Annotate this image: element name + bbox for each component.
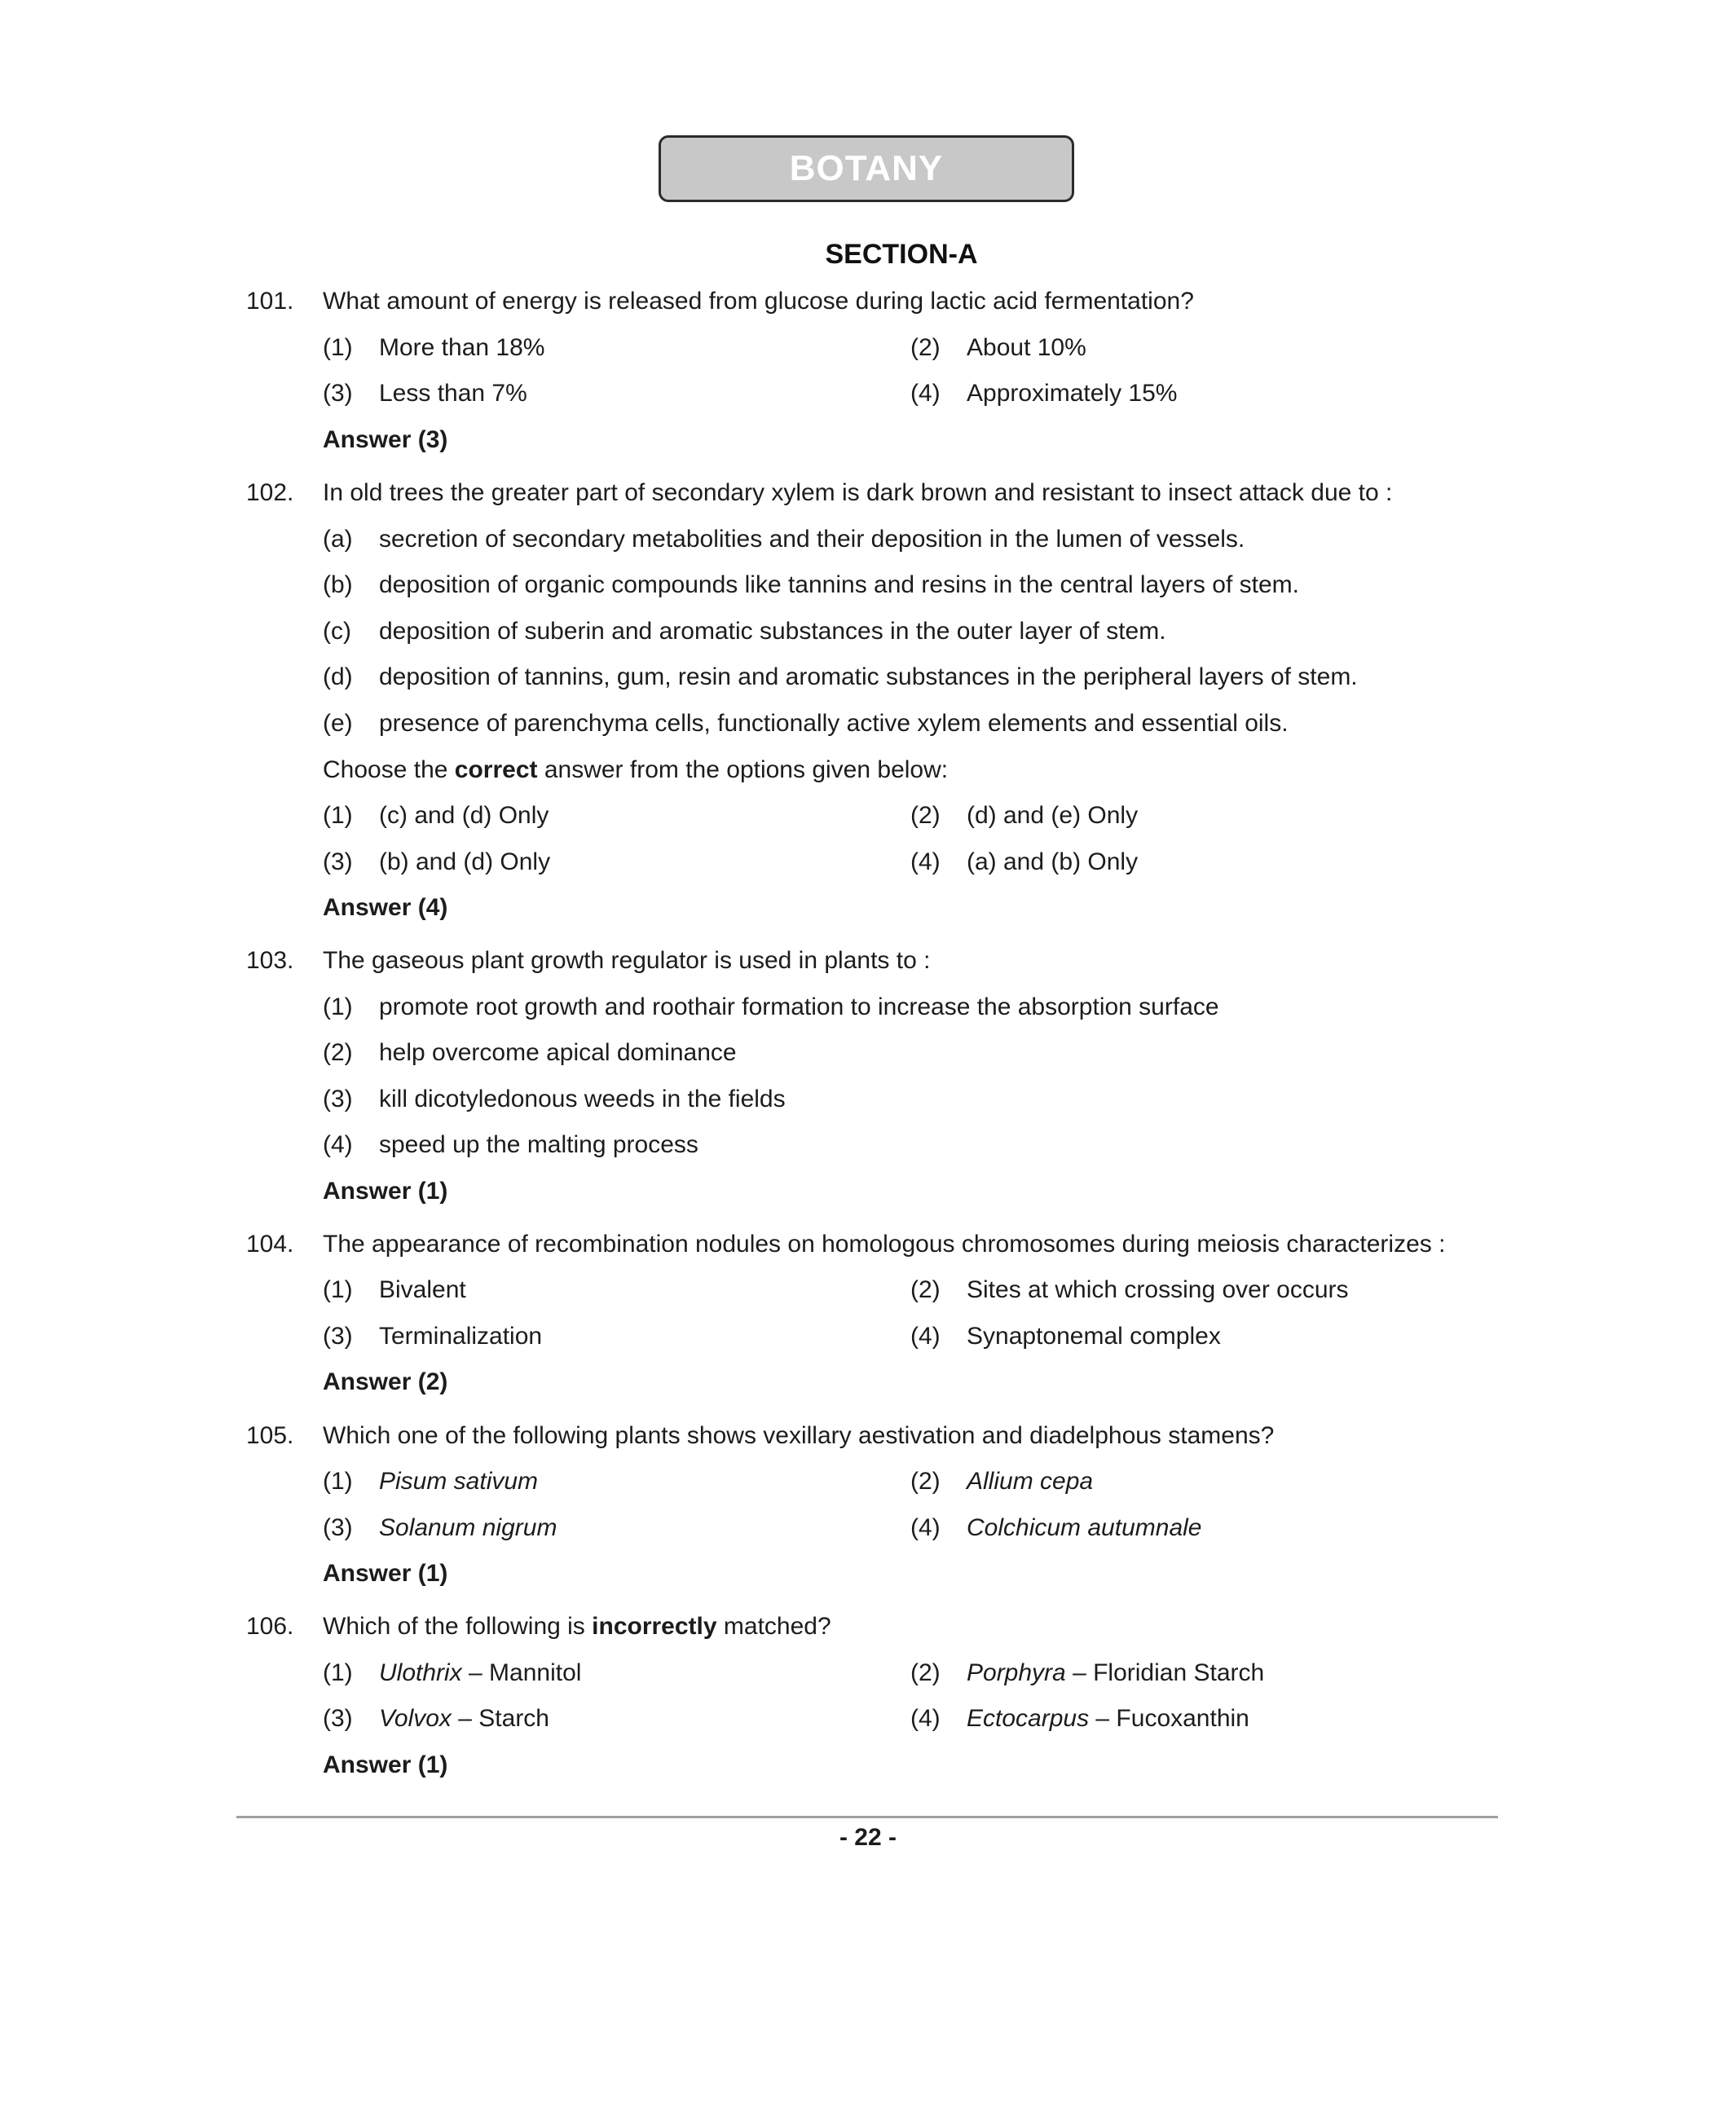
option-label: (4) xyxy=(910,848,941,875)
option-text: Solanum nigrum xyxy=(379,1514,557,1541)
answer-label: Answer (1) xyxy=(323,1751,448,1778)
option-label: (4) xyxy=(910,1514,941,1541)
option-label: (3) xyxy=(323,1323,353,1350)
statement-text: secretion of secondary metabolities and their deposition in the lumen of vessels. xyxy=(379,526,1245,553)
option-label: (1) xyxy=(323,1276,353,1303)
question-text: In old trees the greater part of secondary xylem is dark brown and resistant to insect attack due to : xyxy=(323,479,1393,506)
option-text: Approximately 15% xyxy=(967,380,1178,407)
option-text: Colchicum autumnale xyxy=(967,1514,1202,1541)
statement-label: (c) xyxy=(323,618,351,645)
subject-header-box xyxy=(659,135,1074,202)
option-text: (c) and (d) Only xyxy=(379,802,549,829)
question-text-emphasis: incorrectly xyxy=(592,1613,717,1640)
subject-title: BOTANY xyxy=(789,148,944,188)
option-text: Bivalent xyxy=(379,1276,466,1303)
pigment-name: – Fucoxanthin xyxy=(1089,1705,1249,1732)
instruction-part: answer from the options given below: xyxy=(537,756,949,783)
statement-text: presence of parenchyma cells, functionally active xylem elements and essential oils. xyxy=(379,710,1289,737)
option-label: (3) xyxy=(323,848,353,875)
answer-label: Answer (4) xyxy=(323,894,448,921)
instruction-part: Choose the xyxy=(323,756,455,783)
option-label: (2) xyxy=(910,1468,941,1495)
footer-divider xyxy=(236,1816,1498,1818)
question-number: 102. xyxy=(246,479,294,506)
option-label: (2) xyxy=(323,1039,353,1066)
answer-label: Answer (1) xyxy=(323,1178,448,1205)
option-text: More than 18% xyxy=(379,334,545,361)
statement-label: (e) xyxy=(323,710,353,737)
option-label: (1) xyxy=(323,993,353,1020)
statement-label: (b) xyxy=(323,571,353,598)
option-text: Terminalization xyxy=(379,1323,543,1350)
option-text: help overcome apical dominance xyxy=(379,1039,737,1066)
option-label: (4) xyxy=(910,1705,941,1732)
option-label: (4) xyxy=(910,380,941,407)
question-number: 105. xyxy=(246,1422,294,1449)
option-label: (3) xyxy=(323,1705,353,1732)
question-text: The gaseous plant growth regulator is used in plants to : xyxy=(323,947,931,974)
option-text xyxy=(967,1659,1264,1688)
option-label: (2) xyxy=(910,334,941,361)
question-number: 103. xyxy=(246,947,294,974)
question-text: Which one of the following plants shows vexillary aestivation and diadelphous stamens? xyxy=(323,1422,1275,1449)
page-number: - 22 - xyxy=(839,1824,897,1851)
option-label: (1) xyxy=(323,802,353,829)
option-text: Sites at which crossing over occurs xyxy=(967,1276,1349,1303)
option-text: (b) and (d) Only xyxy=(379,848,551,875)
question-text xyxy=(323,1612,831,1641)
option-label: (4) xyxy=(323,1131,353,1158)
option-text xyxy=(379,1659,581,1688)
answer-label: Answer (2) xyxy=(323,1368,448,1395)
question-number: 104. xyxy=(246,1231,294,1258)
answer-label: Answer (3) xyxy=(323,426,448,453)
option-label: (3) xyxy=(323,1514,353,1541)
option-text: Allium cepa xyxy=(967,1468,1094,1495)
option-label: (1) xyxy=(323,334,353,361)
option-text: kill dicotyledonous weeds in the fields xyxy=(379,1086,786,1112)
option-text: speed up the malting process xyxy=(379,1131,698,1158)
instruction-emphasis: correct xyxy=(454,756,538,783)
answer-label: Answer (1) xyxy=(323,1560,448,1587)
option-text: Pisum sativum xyxy=(379,1468,539,1495)
pigment-name: – Mannitol xyxy=(461,1659,582,1686)
option-text: Less than 7% xyxy=(379,380,527,407)
option-text: Synaptonemal complex xyxy=(967,1323,1221,1350)
instruction-text xyxy=(323,756,948,785)
statement-text: deposition of suberin and aromatic substances in the outer layer of stem. xyxy=(379,618,1166,645)
question-text-part: Which of the following is xyxy=(323,1613,593,1640)
option-text: About 10% xyxy=(967,334,1086,361)
question-text: What amount of energy is released from glucose during lactic acid fermentation? xyxy=(323,288,1194,315)
option-label: (2) xyxy=(910,802,941,829)
option-text: (a) and (b) Only xyxy=(967,848,1139,875)
pigment-name: – Floridian Starch xyxy=(1065,1659,1265,1686)
genus-name: Ulothrix xyxy=(379,1659,462,1686)
option-text xyxy=(967,1704,1249,1734)
genus-name: Porphyra xyxy=(967,1659,1066,1686)
statement-label: (d) xyxy=(323,663,353,690)
question-text: The appearance of recombination nodules on homologous chromosomes during meiosis characterizes : xyxy=(323,1231,1446,1258)
option-label: (2) xyxy=(910,1276,941,1303)
option-label: (4) xyxy=(910,1323,941,1350)
pigment-name: – Starch xyxy=(451,1705,549,1732)
option-label: (1) xyxy=(323,1468,353,1495)
question-number: 101. xyxy=(246,288,294,315)
statement-label: (a) xyxy=(323,526,353,553)
option-label: (3) xyxy=(323,1086,353,1112)
option-text xyxy=(379,1704,549,1734)
question-number: 106. xyxy=(246,1613,294,1640)
genus-name: Ectocarpus xyxy=(967,1705,1090,1732)
option-label: (3) xyxy=(323,380,353,407)
option-label: (2) xyxy=(910,1659,941,1686)
statement-text: deposition of tannins, gum, resin and aromatic substances in the peripheral layers of stem. xyxy=(379,663,1358,690)
statement-text: deposition of organic compounds like tannins and resins in the central layers of stem. xyxy=(379,571,1299,598)
question-text-part: matched? xyxy=(716,1613,831,1640)
genus-name: Volvox xyxy=(379,1705,452,1732)
option-text: promote root growth and roothair formation to increase the absorption surface xyxy=(379,993,1219,1020)
option-label: (1) xyxy=(323,1659,353,1686)
section-title: SECTION-A xyxy=(825,239,978,270)
option-text: (d) and (e) Only xyxy=(967,802,1139,829)
